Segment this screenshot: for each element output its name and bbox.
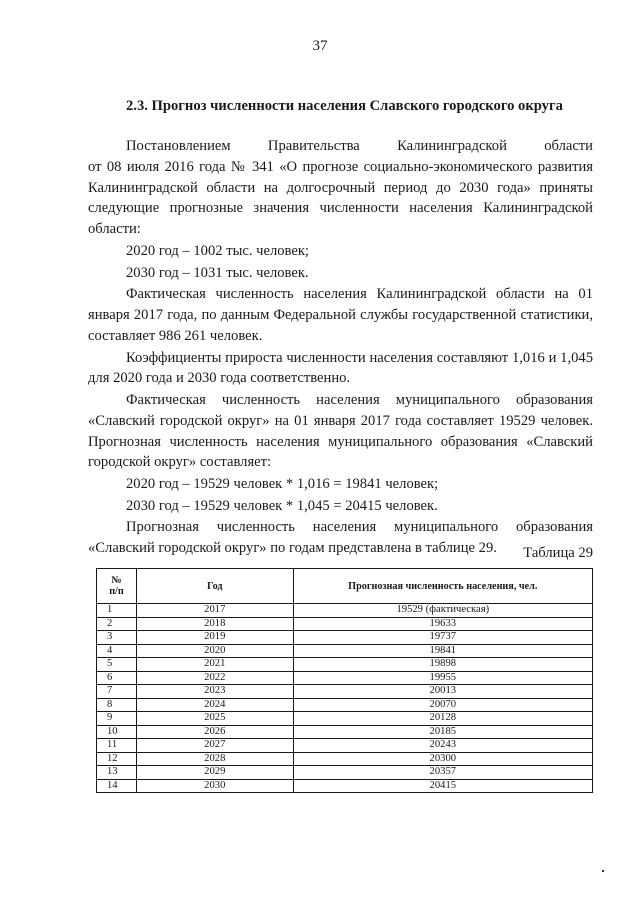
row-year: 2022 <box>136 671 293 685</box>
row-year: 2030 <box>136 779 293 793</box>
header-number: № п/п <box>97 569 137 604</box>
row-year: 2029 <box>136 766 293 780</box>
row-value: 20243 <box>293 739 592 753</box>
table-row <box>97 631 593 645</box>
paragraph-1-rest: от 08 июля 2016 года № 341 «О прогнозе социально-экономического развития Калининградской области на долгосрочный период до 2030 года» приняты следующие прогнозные значения численности населения Калининградской области: <box>88 158 593 238</box>
calc-2020: 2020 год – 19529 человек * 1,016 = 19841 человек; <box>126 476 439 493</box>
paragraph-2: Фактическая численность населения Калининградской области на 01 января 2017 года, по данным Федеральной службы государственной статистики, составляет 986 261 человек. <box>88 286 593 344</box>
row-year: 2019 <box>136 631 293 645</box>
row-number: 10 <box>97 725 137 739</box>
row-number: 1 <box>97 604 137 618</box>
row-number: 5 <box>97 658 137 672</box>
row-year: 2026 <box>136 725 293 739</box>
calc-2030: 2030 год – 19529 человек * 1,045 = 20415 человек. <box>126 497 438 514</box>
row-year: 2025 <box>136 712 293 726</box>
row-year: 2020 <box>136 644 293 658</box>
table-row <box>97 658 593 672</box>
row-year: 2028 <box>136 752 293 766</box>
row-year: 2027 <box>136 739 293 753</box>
table-row <box>97 739 593 753</box>
row-number: 4 <box>97 644 137 658</box>
paragraph-1-line-1: Постановлением Правительства Калининградской области <box>126 138 593 154</box>
header-value: Прогнозная численность населения, чел. <box>293 569 592 604</box>
table-row <box>97 779 593 793</box>
row-value: 19737 <box>293 631 592 645</box>
row-value: 20300 <box>293 752 592 766</box>
table-body <box>97 604 593 793</box>
scan-dot <box>602 870 604 872</box>
table-caption: Таблица 29 <box>523 545 593 561</box>
table-row <box>97 712 593 726</box>
paragraph-3: Коэффициенты прироста численности населения составляют 1,016 и 1,045 для 2020 года и 2030 года соответственно. <box>88 349 593 387</box>
population-forecast-table <box>96 568 593 793</box>
row-value: 19955 <box>293 671 592 685</box>
row-value: 19633 <box>293 617 592 631</box>
page-number: 37 <box>312 38 328 54</box>
table-row <box>97 752 593 766</box>
forecast-2020: 2020 год – 1002 тыс. человек; <box>126 242 309 259</box>
row-value: 20185 <box>293 725 592 739</box>
row-number: 8 <box>97 698 137 712</box>
row-value: 20415 <box>293 779 592 793</box>
row-number: 12 <box>97 752 137 766</box>
header-year: Год <box>136 569 293 604</box>
table-row <box>97 725 593 739</box>
table-row <box>97 685 593 699</box>
row-value: 20070 <box>293 698 592 712</box>
row-number: 7 <box>97 685 137 699</box>
table-row <box>97 604 593 618</box>
paragraph-5: Прогнозная численность населения муниципального образования «Славский городской округ» по годам представлена в таблице 29. <box>88 519 593 557</box>
row-year: 2018 <box>136 617 293 631</box>
row-value: 19841 <box>293 644 592 658</box>
row-number: 6 <box>97 671 137 685</box>
row-number: 9 <box>97 712 137 726</box>
table-header-row <box>97 569 593 604</box>
row-number: 2 <box>97 617 137 631</box>
row-number: 13 <box>97 766 137 780</box>
table-row <box>97 617 593 631</box>
row-number: 14 <box>97 779 137 793</box>
table-row <box>97 671 593 685</box>
table-row <box>97 644 593 658</box>
body-text <box>88 136 593 559</box>
table-row <box>97 698 593 712</box>
paragraph-4: Фактическая численность населения муниципального образования «Славский городской округ» на 01 января 2017 года составляет 19529 человек. Прогнозная численность населения муниципального образования «Славский городской округ» составляет: <box>88 392 593 471</box>
row-year: 2024 <box>136 698 293 712</box>
row-year: 2017 <box>136 604 293 618</box>
row-number: 3 <box>97 631 137 645</box>
forecast-2030: 2030 год – 1031 тыс. человек. <box>126 264 309 281</box>
row-value: 19898 <box>293 658 592 672</box>
row-year: 2021 <box>136 658 293 672</box>
row-value: 19529 (фактическая) <box>293 604 592 618</box>
section-heading: 2.3. Прогноз численности населения Славского городского округа <box>126 98 563 114</box>
row-value: 20128 <box>293 712 592 726</box>
row-number: 11 <box>97 739 137 753</box>
row-year: 2023 <box>136 685 293 699</box>
row-value: 20013 <box>293 685 592 699</box>
table-row <box>97 766 593 780</box>
row-value: 20357 <box>293 766 592 780</box>
